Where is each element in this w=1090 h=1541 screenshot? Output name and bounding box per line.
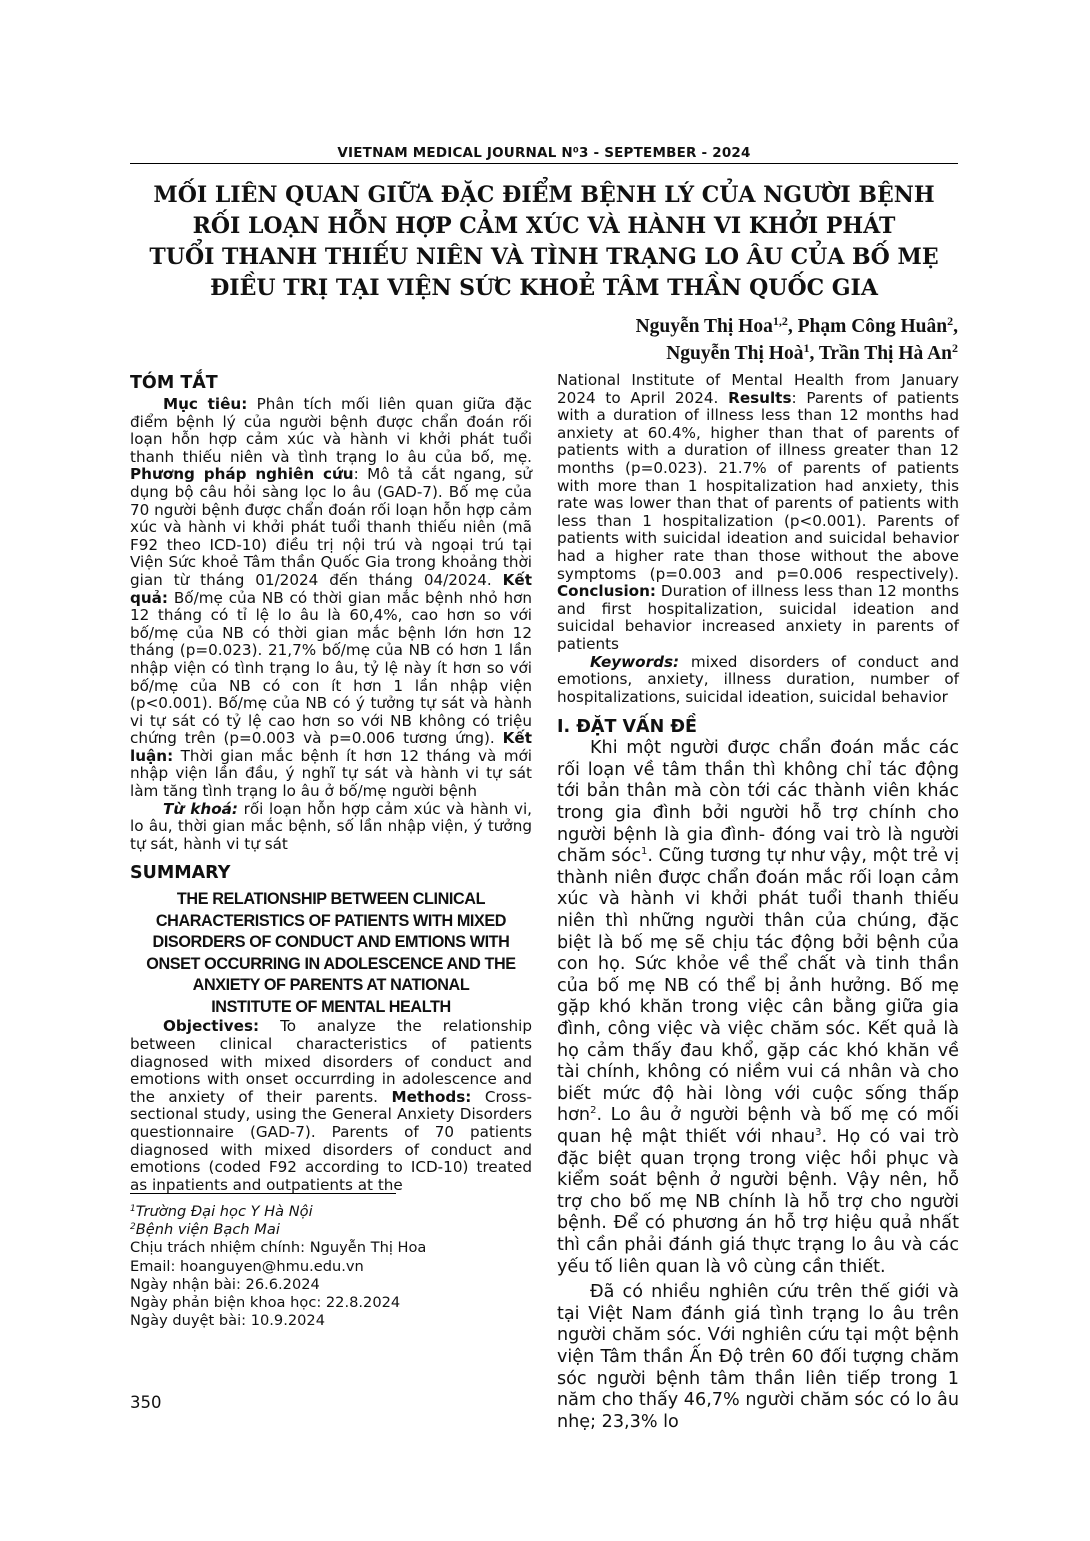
- page-number: 350: [130, 1393, 162, 1412]
- english-title: THE RELATIONSHIP BETWEEN CLINICAL CHARACTERISTICS OF PATIENTS WITH MIXED DISORDERS OF CONDUCT AND EMTIONS WITH ONSET OCCURRING IN ADOLESCENCE AND THE ANXIETY OF PARENTS AT NATIONAL INSTITUTE OF MENTAL HEALTH: [146, 890, 516, 1016]
- author-line: Nguyễn Thị Hoa$^{1,2}$, Phạm Công Huân$^2$,: [635, 314, 958, 337]
- citation-ref: 1: [641, 846, 648, 858]
- accepted-date: Ngày duyệt bài: 10.9.2024: [130, 1312, 325, 1330]
- abstract-vi-heading: TÓM TẮT: [130, 373, 218, 393]
- abstract-vi-keywords: Từ khoá: rối loạn hỗn hợp cảm xúc và hành vi, lo âu, thời gian mắc bệnh, số lần nhập viện, ý tưởng tự sát, hành vi tự sát: [130, 799, 532, 853]
- header-rule: [130, 163, 958, 164]
- journal-header: VIETNAM MEDICAL JOURNAL N⁰3 - SEPTEMBER - 2024: [337, 145, 751, 161]
- footnote-rule: [130, 1193, 396, 1194]
- affiliation-footnote: $^1$Trường Đại học Y Hà Nội: [130, 1203, 313, 1220]
- author-affiliation: 2: [952, 341, 958, 355]
- abstract-en-paragraph: Objectives: To analyze the relationship between clinical characteristics of patients diagnosed with mixed disorders of conduct and emotions with onset occurrding in adolescence and the anxiety of their parents. Methods: Cross-sectional study, using the General Anxiety Disorders questionnaire (GAD-7). Parents of 70 patients diagnosed with mixed disorders of conduct and emotions (coded F92 according to ICD-10) treated as inpatients and outpatients at the: [130, 1017, 532, 1194]
- abstract-en-continuation: National Institute of Mental Health from January 2024 to April 2024. Results: Parents of patients with a duration of illness less than 12 months had anxiety at 60.4%, higher than that of parents of patients with a duration of illness greater than 12 months (p=0.023). 21.7% of parents of patients with more than 1 hospitalization had anxiety, this rate was lower than that of parents of patients with less than 1 hospitalization (p<0.001). Parents of patients with suicidal ideation and suicidal behavior had a higher rate than those without the above symptoms (p=0.003 and p=0.006 respectively). Conclusion: Duration of illness less than 12 months and first hospitalization, suicidal ideation and suicidal behavior increased anxiety in parents of patients: [557, 371, 959, 653]
- right-column: [557, 372, 959, 1433]
- author-name: Nguyễn Thị Hoa: [635, 316, 773, 337]
- abstract-en-keywords: Keywords: mixed disorders of conduct and emotions, anxiety, illness duration, number of hospitalizations, suicidal ideation, suicidal behavior: [557, 652, 959, 706]
- received-date: Ngày nhận bài: 26.6.2024: [130, 1275, 320, 1293]
- section-heading: I. ĐẶT VẤN ĐỀ: [557, 717, 697, 738]
- author-affiliation: 2: [947, 314, 954, 328]
- article-title: [130, 180, 958, 304]
- author-list: [636, 313, 958, 367]
- footnotes: [130, 1203, 532, 1330]
- author-affiliation: 1: [803, 341, 810, 355]
- body-paragraph: Khi một người được chẩn đoán mắc các rối loạn về tâm thần thì không chỉ tác động tới bản thân mà còn tới các thành viên khác trong gia đình bởi người hỗ trợ chính cho người bệnh là gia đình- đóng vai trò là người chăm sóc$^1$. Cũng tương tự như vậy, một trẻ vị thành niên được chẩn đoán mắc rối loạn cảm xúc và hành vi khởi phát tuổi thanh thiếu niên thì những người thân của chúng, đặc biệt là bố mẹ sẽ chịu tác động bởi bệnh của con họ. Sức khỏe về thể chất và tinh thần của bố mẹ NB có thể bị ảnh hưởng. Bố mẹ gặp khó khăn trong việc cân bằng giữa gia đình, công việc và việc chăm sóc. Kết quả là họ cảm thấy đau khổ, gặp các khó khăn về tài chính, không có niềm vui cá nhân và cho biết mức độ hài lòng với cuộc sống thấp hơn$^2$. Lo âu ở người bệnh và bố mẹ có mối quan hệ mật thiết với nhau$^3$. Họ có vai trò đặc biệt quan trọng trong việc hồi phục và kiểm soát bệnh ở người bệnh. Vậy nên, hỗ trợ cho bố mẹ NB chính là hỗ trợ cho người bệnh. Để có phương án hỗ trợ hiệu quả nhất thì cần phải đánh giá thực trạng lo âu và các yếu tố liên quan là vô cùng cần thiết.: [557, 738, 960, 1277]
- body-paragraph: Đã có nhiều nghiên cứu trên thế giới và tại Việt Nam đánh giá tình trạng lo âu trên người chăm sóc. Với nghiên cứu tại một bệnh viện Tâm thần Ấn Độ trên 60 đối tượng chăm sóc người bệnh tâm thần liên tiếp trong 1 năm cho thấy 46,7% người chăm sóc có lo âu nhẹ; 23,3% lo: [557, 1282, 959, 1432]
- author-name: Trần Thị Hà An: [818, 343, 952, 364]
- abstract-vi-paragraph: Mục tiêu: Phân tích mối liên quan giữa đặc điểm bệnh lý của người bệnh được chẩn đoán rối loạn hỗn hợp cảm xúc và hành vi khởi phát tuổi thanh thiếu niên và tình trạng lo âu của bố, mẹ. Phương pháp nghiên cứu: Mô tả cắt ngang, sử dụng bộ câu hỏi sàng lọc lo âu (GAD-7). Bố mẹ của 70 người bệnh được chẩn đoán rối loạn hỗn hợp cảm xúc và hành vi khởi phát tuổi thanh thiếu niên (mã F92 theo ICD-10) điều trị nội trú và ngoại trú tại Viện Sức khoẻ Tâm thần Quốc Gia trong khoảng thời gian từ tháng 01/2024 đến tháng 04/2024. Kết quả: Bố/mẹ của NB có thời gian mắc bệnh nhỏ hơn 12 tháng có tỉ lệ lo âu là 60,4%, cao hơn so với bố/mẹ của NB có thời gian mắc bệnh lớn hơn 12 tháng (p=0.023). 21,7% bố/mẹ của NB có hơn 1 lần nhập viện có tình trạng lo âu, tỷ lệ này ít hơn so với bố/mẹ của NB có con ít hơn 1 lần nhập viện (p<0.001). Bố/mẹ của NB có ý tưởng tự sát và hành vi tự sát có tỷ lệ cao hơn so với NB không có triệu chứng trên (p=0.003 và p=0.006 tương ứng). Kết luận: Thời gian mắc bệnh ít hơn 12 tháng và mới nhập viện lần đầu, ý nghĩ tự sát và hành vi tự sát làm tăng tình trạng lo âu ở bố/mẹ người bệnh: [130, 395, 532, 801]
- corresponding-author: Chịu trách nhiệm chính: Nguyễn Thị Hoa: [130, 1239, 427, 1257]
- email-line: Email: hoanguyen@hmu.edu.vn: [130, 1257, 364, 1275]
- citation-ref: 3: [815, 1126, 822, 1138]
- summary-heading: SUMMARY: [130, 863, 231, 884]
- author-line: Nguyễn Thị Hoà$^1$, Trần Thị Hà An$^2$: [666, 341, 958, 364]
- title-line: ĐIỀU TRỊ TẠI VIỆN SỨC KHOẺ TÂM THẦN QUỐC GIA: [210, 275, 878, 301]
- reviewed-date: Ngày phản biện khoa học: 22.8.2024: [130, 1294, 401, 1312]
- author-name: Nguyễn Thị Hoà: [666, 343, 804, 364]
- left-column: [130, 372, 532, 1194]
- author-affiliation: 1,2: [772, 314, 788, 328]
- title-line: MỐI LIÊN QUAN GIỮA ĐẶC ĐIỂM BỆNH LÝ CỦA NGƯỜI BỆNH: [153, 182, 935, 208]
- title-line: RỐI LOẠN HỖN HỢP CẢM XÚC VÀ HÀNH VI KHỞI PHÁT: [192, 213, 896, 239]
- title-line: TUỔI THANH THIẾU NIÊN VÀ TÌNH TRẠNG LO ÂU CỦA BỐ MẸ: [149, 244, 939, 270]
- citation-ref: 2: [590, 1105, 597, 1117]
- affiliation-footnote: $^2$Bệnh viện Bạch Mai: [130, 1221, 280, 1239]
- author-name: Phạm Công Huân: [797, 316, 948, 337]
